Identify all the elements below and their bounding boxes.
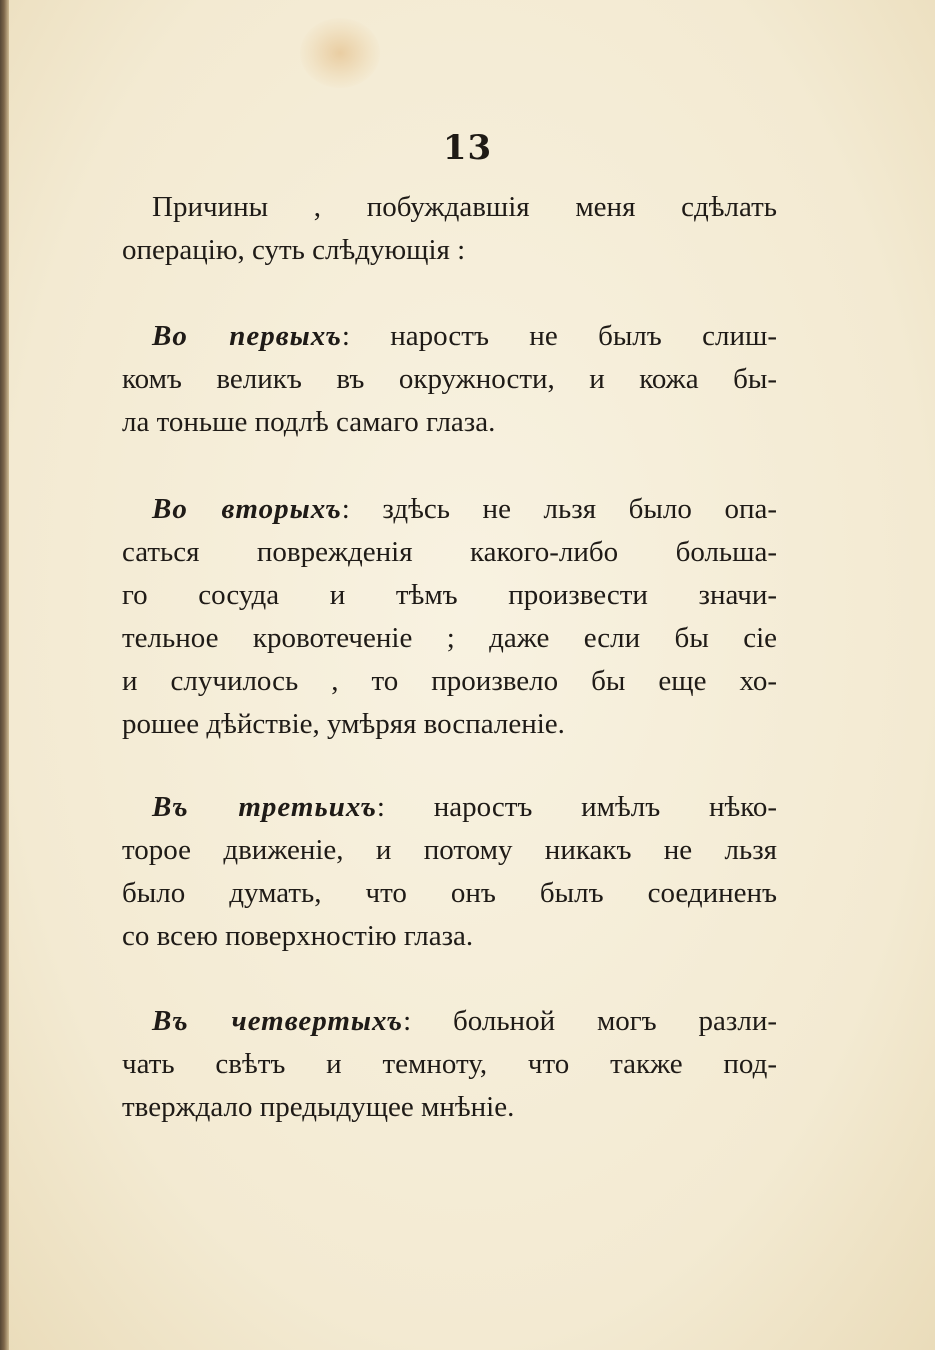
text-line: тверждало предыдущее мнѣніе.	[122, 1091, 515, 1123]
text-fragment: : наростъ имѣлъ нѣко-	[376, 791, 777, 823]
text-fragment: : больной могъ разли-	[403, 1005, 778, 1037]
text-line: ла тоньше подлѣ самаго глаза.	[122, 406, 496, 438]
paragraph-lead: Въ третьихъ	[152, 791, 377, 823]
paragraph-lead: Во вторыхъ	[152, 493, 342, 525]
text-line: и случилось , то произвело бы еще хо-	[122, 665, 777, 697]
paragraph-lead: Во первыхъ	[152, 320, 342, 352]
text-line: тельное кровотеченіе ; даже если бы сіе	[122, 622, 777, 654]
text-line: операцію, суть слѣдующія :	[122, 234, 466, 266]
text-line: было думать, что онъ былъ соединенъ	[122, 877, 777, 909]
text-line: со всею поверхностію глаза.	[122, 920, 474, 952]
page-number: 13	[442, 128, 493, 168]
text-line: Причины , побуждавшія меня сдѣлать	[152, 191, 777, 223]
text-line: торое движеніе, и потому никакъ не льзя	[122, 834, 777, 866]
reason-paragraph-3	[122, 786, 777, 958]
text-fragment: : здѣсь не льзя было опа-	[341, 493, 778, 525]
text-line: чать свѣтъ и темноту, что также под-	[122, 1048, 777, 1080]
paragraph-first-line	[122, 786, 777, 829]
reason-paragraph-2	[122, 488, 777, 746]
text-line: рошее дѣйствіе, умѣряя воспаленіе.	[122, 708, 565, 740]
paragraph-first-line	[122, 315, 777, 358]
paragraph-first-line	[122, 1000, 777, 1043]
paragraph-first-line	[122, 488, 777, 531]
intro-paragraph	[122, 186, 777, 272]
text-fragment: : наростъ не былъ слиш-	[341, 320, 777, 352]
reason-paragraph-1	[122, 315, 777, 444]
paper-stain	[300, 18, 380, 88]
paragraph-lead: Въ четвертыхъ	[152, 1005, 404, 1037]
text-line: комъ великъ въ окружности, и кожа бы-	[122, 363, 777, 395]
text-line: го сосуда и тѣмъ произвести значи-	[122, 579, 777, 611]
binding-edge	[0, 0, 9, 1350]
reason-paragraph-4	[122, 1000, 777, 1129]
text-line: саться поврежденія какого-либо больша-	[122, 536, 777, 568]
